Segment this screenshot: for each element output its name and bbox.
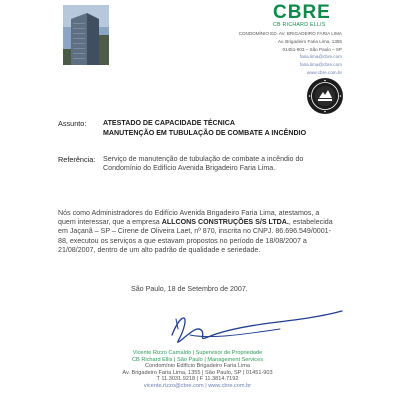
handwritten-signature: [150, 305, 350, 350]
header-address: [202, 30, 342, 77]
signer-building: Condomínio Edifício Brigadeiro Faria Lima: [144, 363, 251, 370]
signer-company: CB Richard Ellis | São Paulo | Management Services: [132, 356, 263, 363]
logo-sub-text: CB RICHARD ELLIS: [273, 22, 326, 28]
company-name: ALLCONS CONSTRUÇÕES S/S LTDA.: [161, 218, 289, 227]
signer-email[interactable]: vicente.rizzo@cbre.com | www.cbre.com.br: [143, 382, 252, 389]
subject-label: Assunto:: [58, 119, 87, 128]
subject-line-2: MANUTENÇÃO EM TUBULAÇÃO DE COMBATE A INCÊNDIO: [103, 128, 307, 137]
signer-address: Av. Brigadeiro Faria Lima, 1355 | São Paulo, SP | 01451-903: [122, 369, 273, 376]
logo-main-text: CBRE: [273, 2, 331, 23]
reference-label: Referência:: [58, 155, 96, 164]
letter-date: São Paulo, 18 de Setembro de 2007.: [131, 285, 248, 293]
signer-name: Vicente Rizzo Carnaldo | Supervisor de Propriedade: [132, 350, 263, 356]
building-icon: [63, 5, 109, 65]
address-email-1[interactable]: faria.lima@cbre.com: [299, 54, 342, 60]
cbre-logo: [273, 3, 343, 28]
address-line-3: 01451-903 – São Paulo – SP: [282, 46, 342, 52]
building-photo: [63, 5, 109, 65]
address-line-2: Av. Brigadeiro Faria Lima, 1355: [277, 38, 342, 44]
address-line-1: CONDOMÍNIO ED. AV. BRIGADEIRO FARIA LIMA: [238, 31, 342, 36]
subject-line-1: ATESTADO DE CAPACIDADE TÉCNICA: [103, 119, 236, 127]
subject-text: [103, 119, 306, 138]
reference-text: Serviço de manutenção de tubulação de combate a incêndio do Condomínio do Edifício Avenida Brigadeiro Faria Lima.: [103, 155, 304, 173]
certification-seal-icon: [306, 77, 344, 115]
address-email-2[interactable]: faria.lima@cbre.com: [299, 62, 342, 68]
signer-phone: T 11.3031.9218 | F 11.3814.7192: [156, 376, 239, 383]
body-text-end: , estabelecida em Jaçanã – SP – Cirene de Oliveira Laet, nº 870, inscrita no CNPJ. 86.696.549/0001-88, executou os serviços a que estavam propostos no período de 18/08/2007 a 21/08/2007, dentro de um alto padrão de qualidade e seriedade.: [58, 218, 333, 254]
signature-block: [100, 350, 295, 390]
body-text-start: Nós como Administradores do Edifício Avenida Brigadeiro Faria Lima, atestamos, a quem interessar, que a empresa: [58, 209, 320, 227]
letter-body: [58, 209, 333, 255]
address-website[interactable]: www.cbre.com.br: [306, 69, 342, 75]
